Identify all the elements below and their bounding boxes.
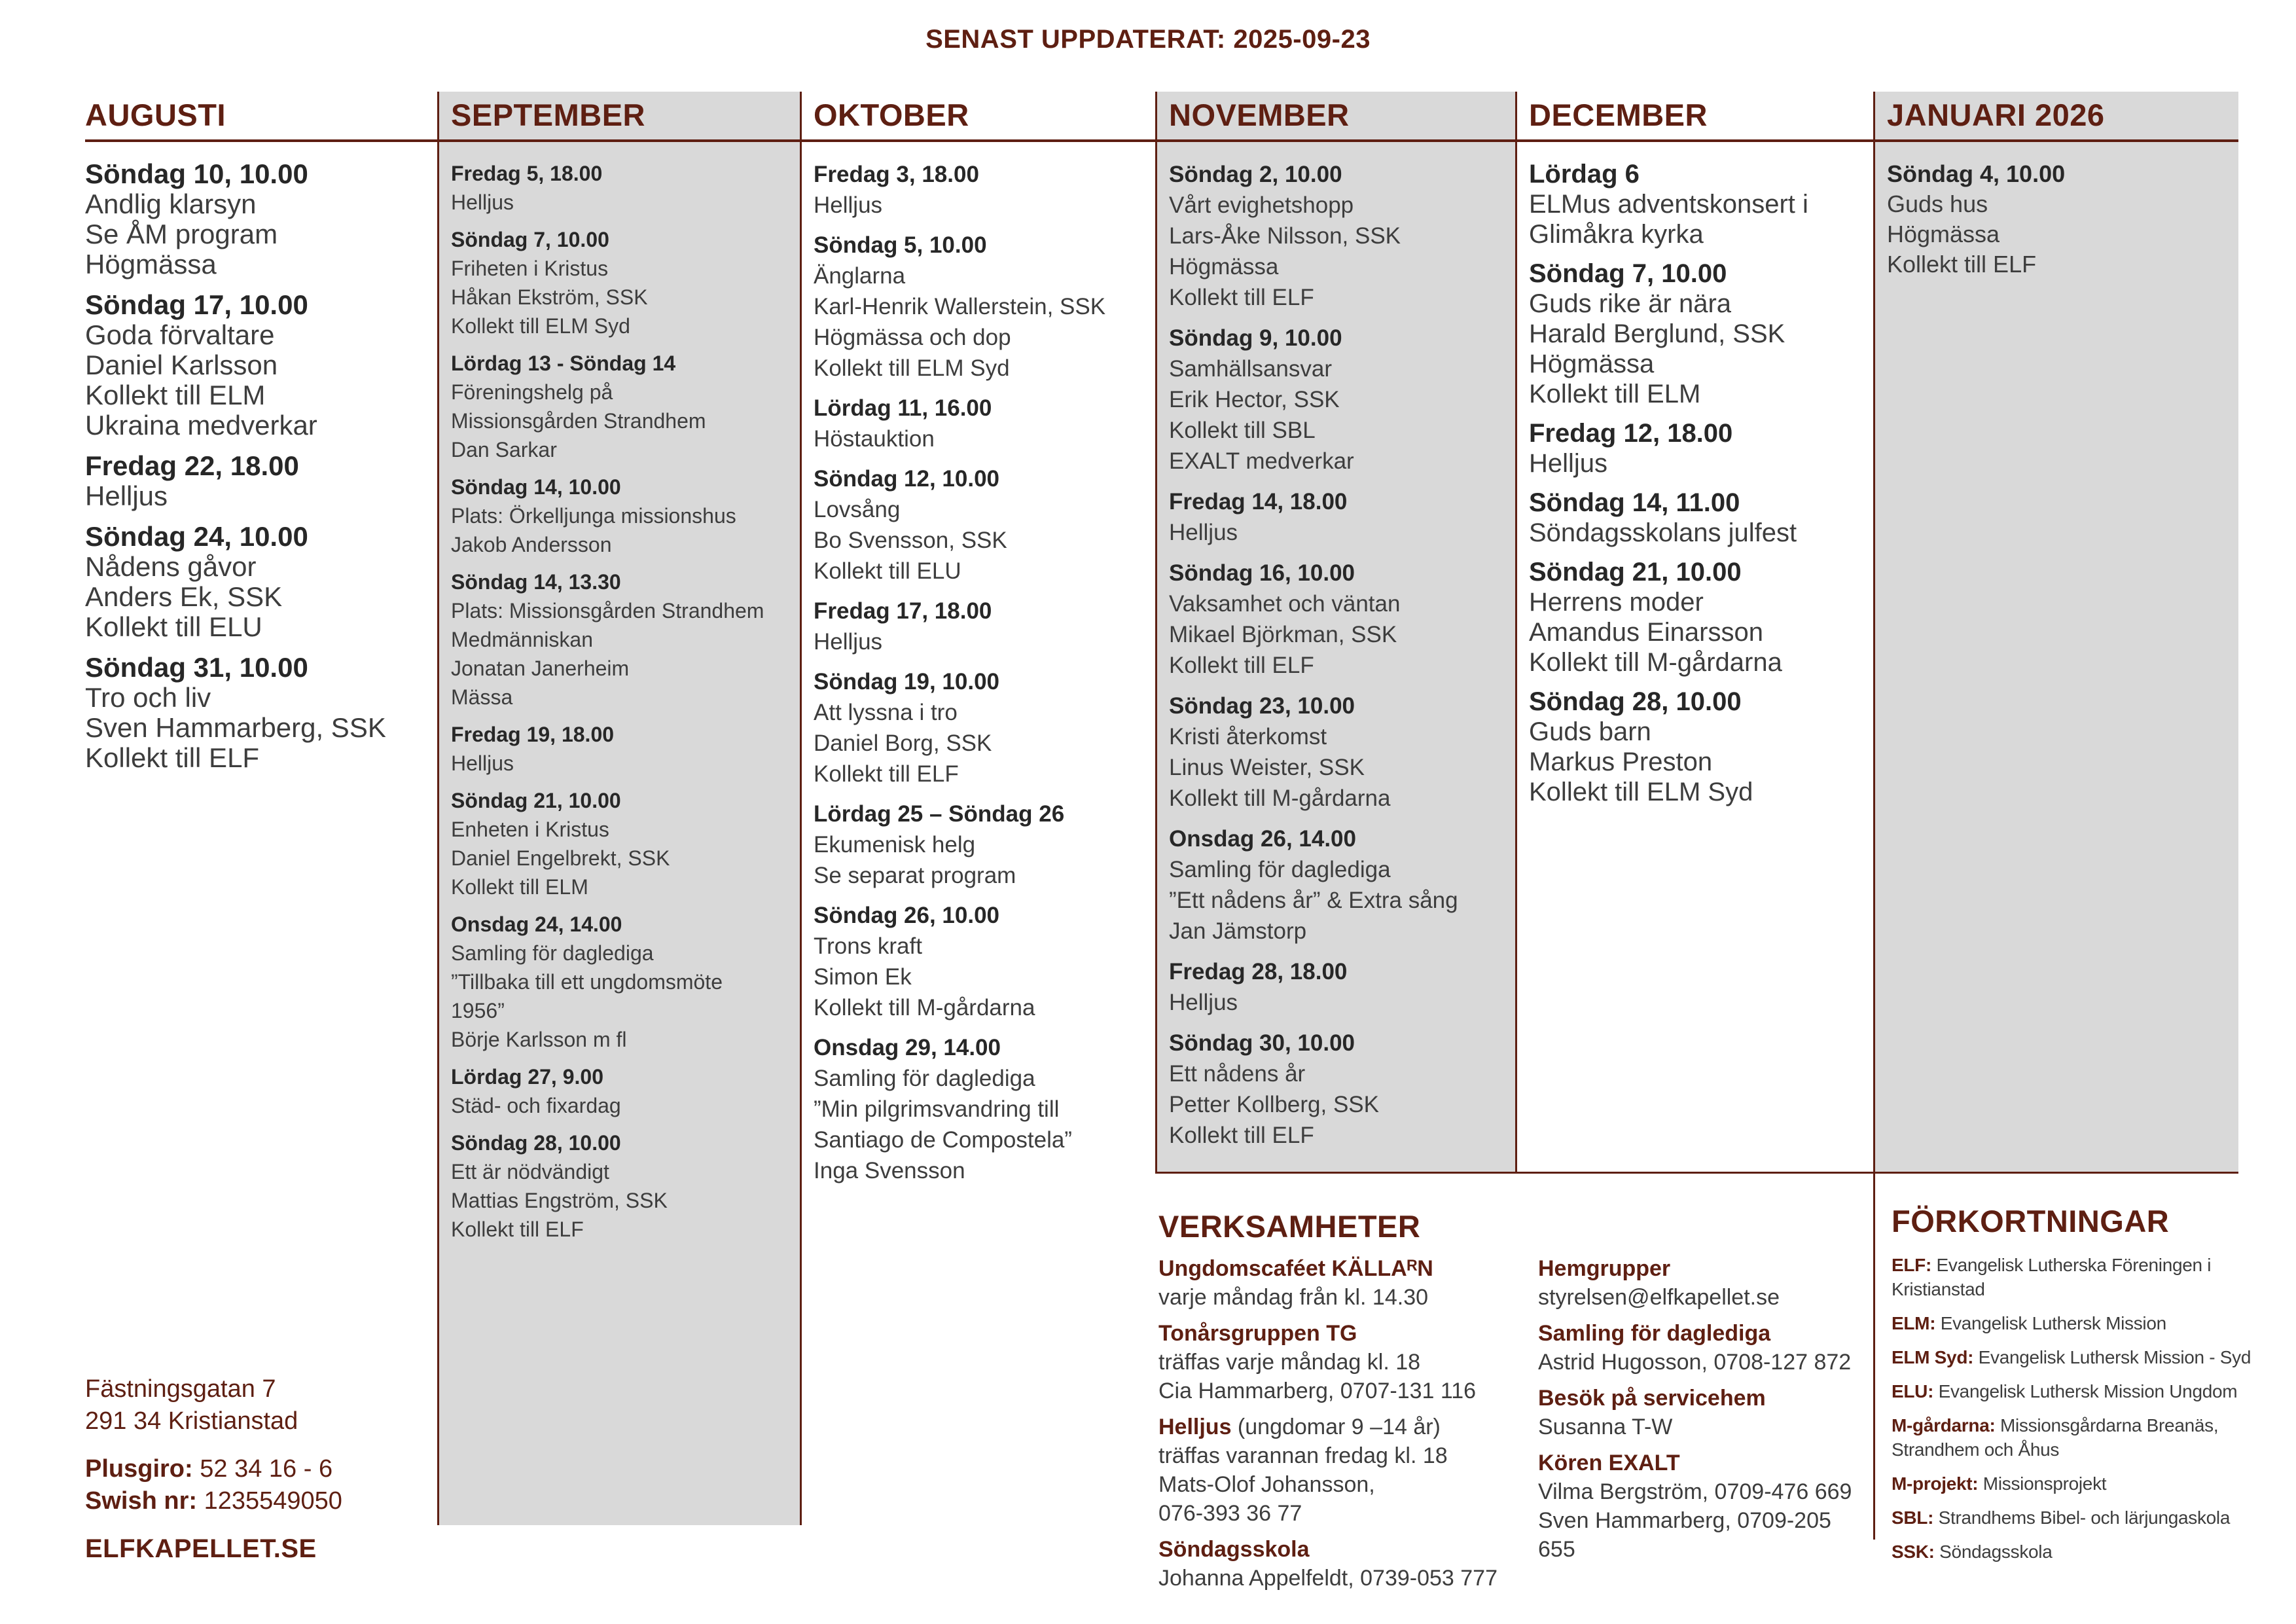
month-title: JANUARI 2026 bbox=[1875, 92, 2238, 142]
event-line: Nådens gåvor bbox=[85, 551, 257, 582]
swish-value: 1235549050 bbox=[204, 1487, 342, 1515]
event-title: Söndag 12, 10.00 bbox=[814, 466, 1000, 492]
event-line: Bo Svensson, SSK bbox=[814, 528, 1007, 553]
event-line: Inga Svensson bbox=[814, 1158, 965, 1183]
abbreviation-line: ELM Syd: Evangelisk Luthersk Mission - Syd bbox=[1892, 1347, 2251, 1367]
abbreviation-item bbox=[1892, 1471, 2241, 1496]
activity-name: Tonårsgruppen TG bbox=[1158, 1321, 1357, 1346]
month-events bbox=[1875, 142, 2238, 280]
activity-heading-suffix: (ungdomar 9 –14 år) bbox=[1231, 1415, 1441, 1439]
event-title: Lördag 25 – Söndag 26 bbox=[814, 801, 1065, 827]
event bbox=[1529, 418, 1867, 478]
event-line: Kollekt till ELM Syd bbox=[1529, 778, 1753, 806]
event-line: Vaksamhet och väntan bbox=[1169, 591, 1401, 617]
event-line: Jonatan Janerheim bbox=[451, 657, 630, 680]
event bbox=[451, 568, 793, 712]
abbreviation-item bbox=[1892, 1379, 2241, 1403]
abbreviation-line: Kristianstad bbox=[1892, 1279, 1985, 1299]
activity-group bbox=[1538, 1254, 1865, 1312]
activity-line: Cia Hammarberg, 0707-131 116 bbox=[1158, 1379, 1477, 1403]
abbreviation-item bbox=[1892, 1253, 2241, 1301]
event-line: Petter Kollberg, SSK bbox=[1169, 1092, 1379, 1117]
event-line: Trons kraft bbox=[814, 933, 922, 959]
abbreviation-item bbox=[1892, 1506, 2241, 1530]
event-line: Kollekt till ELM Syd bbox=[451, 314, 630, 338]
event-line: Linus Weister, SSK bbox=[1169, 755, 1365, 780]
event-title: Söndag 7, 10.00 bbox=[451, 228, 609, 251]
event-line: Kollekt till SBL bbox=[1169, 418, 1316, 443]
abbreviation-item bbox=[1892, 1413, 2241, 1462]
event-line: Kollekt till ELF bbox=[1169, 1123, 1314, 1148]
activity-name: Ungdomscaféet KÄLLAᴿN bbox=[1158, 1256, 1433, 1281]
column-divider bbox=[1155, 92, 1157, 1174]
abbreviation-item bbox=[1892, 1345, 2251, 1369]
event bbox=[85, 653, 431, 773]
contact-block bbox=[85, 1373, 342, 1565]
column-divider bbox=[1873, 92, 1875, 1540]
activity-line: Johanna Appelfeldt, 0739-053 777 bbox=[1158, 1566, 1498, 1591]
event-line: Guds barn bbox=[1529, 717, 1651, 746]
event-line: ELMus adventskonsert i bbox=[1529, 190, 1808, 219]
abbreviation-term: ELM Syd: bbox=[1892, 1347, 1974, 1367]
activity-group bbox=[1538, 1384, 1865, 1441]
abbreviation-term: SSK: bbox=[1892, 1542, 1935, 1562]
event bbox=[1169, 1028, 1509, 1151]
event-line: Kollekt till M-gårdarna bbox=[1169, 785, 1391, 811]
event-line: Lars-Åke Nilsson, SSK bbox=[1169, 223, 1401, 249]
activity-heading bbox=[1158, 1319, 1535, 1348]
event bbox=[1169, 159, 1509, 313]
abbreviation-item bbox=[1892, 1540, 2241, 1564]
event-line: Mässa bbox=[451, 685, 513, 709]
swish-line bbox=[85, 1485, 342, 1517]
last-updated-heading: SENAST UPPDATERAT: 2025-09-23 bbox=[925, 25, 1371, 54]
swish-label: Swish nr: bbox=[85, 1487, 198, 1515]
event-line: Att lyssna i tro bbox=[814, 700, 958, 725]
forkortningar-title: FÖRKORTNINGAR bbox=[1892, 1204, 2170, 1238]
abbreviation-line: SSK: Söndagsskola bbox=[1892, 1542, 2053, 1562]
event-line: Simon Ek bbox=[814, 964, 912, 990]
abbreviation-term: ELM: bbox=[1892, 1313, 1936, 1333]
event-line: Städ- och fixardag bbox=[451, 1094, 621, 1117]
event bbox=[1169, 823, 1509, 947]
section-divider bbox=[1155, 1172, 2238, 1174]
event-line: Helljus bbox=[451, 751, 514, 775]
event-line: Jan Jämstorp bbox=[1169, 918, 1307, 944]
event-line: Söndagsskolans julfest bbox=[1529, 518, 1797, 547]
event-line: Dan Sarkar bbox=[451, 438, 557, 461]
event-line: Änglarna bbox=[814, 263, 906, 289]
column-divider bbox=[800, 92, 802, 1525]
activity-group bbox=[1538, 1449, 1865, 1564]
activity-line: träffas varje måndag kl. 18 bbox=[1158, 1350, 1421, 1375]
event-title: Söndag 10, 10.00 bbox=[85, 158, 308, 189]
event bbox=[85, 290, 431, 441]
event bbox=[85, 451, 431, 511]
event-line: Kristi återkomst bbox=[1169, 724, 1327, 749]
event-title: Söndag 21, 10.00 bbox=[451, 789, 621, 812]
event bbox=[1169, 486, 1509, 548]
abbreviation-item bbox=[1892, 1311, 2241, 1335]
event-line: Daniel Karlsson bbox=[85, 350, 278, 380]
event-line: Kollekt till ELU bbox=[814, 558, 961, 584]
event-line: Se ÅM program bbox=[85, 219, 278, 249]
abbreviation-list bbox=[1892, 1253, 2251, 1574]
activity-heading bbox=[1538, 1449, 1865, 1477]
event-line: Amandus Einarsson bbox=[1529, 618, 1763, 647]
event-title: Lördag 11, 16.00 bbox=[814, 395, 992, 421]
activity-line: styrelsen@elfkapellet.se bbox=[1538, 1285, 1780, 1310]
event bbox=[85, 522, 431, 642]
event bbox=[814, 799, 1149, 891]
event bbox=[814, 596, 1149, 657]
event-line: Plats: Örkelljunga missionshus bbox=[451, 504, 736, 528]
event-line: Helljus bbox=[1169, 990, 1238, 1015]
month-title: SEPTEMBER bbox=[439, 92, 800, 142]
activity-line: träffas varannan fredag kl. 18 bbox=[1158, 1443, 1448, 1468]
activity-name: Söndagsskola bbox=[1158, 1537, 1310, 1562]
event-line: Högmässa och dop bbox=[814, 325, 1011, 350]
event-line: Ukraina medverkar bbox=[85, 410, 317, 441]
plusgiro-value: 52 34 16 - 6 bbox=[200, 1455, 333, 1483]
event bbox=[814, 463, 1149, 586]
activity-heading bbox=[1538, 1319, 1865, 1348]
event-line: Friheten i Kristus bbox=[451, 257, 609, 280]
event-title: Söndag 30, 10.00 bbox=[1169, 1030, 1355, 1056]
event-line: Samhällsansvar bbox=[1169, 356, 1332, 382]
event bbox=[451, 473, 793, 559]
event-line: ”Ett nådens år” & Extra sång bbox=[1169, 888, 1458, 913]
event-title: Söndag 17, 10.00 bbox=[85, 289, 308, 320]
event-title: Lördag 27, 9.00 bbox=[451, 1065, 603, 1089]
event-line: Se separat program bbox=[814, 863, 1016, 888]
event-line: Högmässa bbox=[1169, 254, 1279, 280]
event-line: Kollekt till ELU bbox=[85, 611, 262, 642]
event-line: Kollekt till ELM bbox=[85, 380, 266, 410]
event-line: Kollekt till ELM bbox=[451, 875, 588, 899]
month-title: DECEMBER bbox=[1517, 92, 1873, 142]
spacer bbox=[85, 1437, 342, 1453]
event-line: Högmässa bbox=[85, 249, 217, 280]
event-line: Kollekt till ELF bbox=[814, 761, 959, 787]
event-line: Ett nådens år bbox=[1169, 1061, 1306, 1087]
event-line: Tro och liv bbox=[85, 682, 211, 713]
event-line: Samling för daglediga bbox=[814, 1066, 1035, 1091]
event bbox=[451, 1128, 793, 1244]
event bbox=[1169, 558, 1509, 681]
event-line: Helljus bbox=[814, 192, 883, 218]
event-line: Kollekt till ELF bbox=[85, 742, 260, 773]
verksamheter-right-column bbox=[1538, 1254, 1865, 1571]
event-title: Söndag 9, 10.00 bbox=[1169, 325, 1342, 351]
activity-group bbox=[1538, 1319, 1865, 1377]
abbreviation-line: ELU: Evangelisk Luthersk Mission Ungdom bbox=[1892, 1381, 2238, 1401]
event-line: Medmänniskan bbox=[451, 628, 593, 651]
month-events bbox=[85, 142, 437, 773]
event-line: Samling för daglediga bbox=[1169, 857, 1391, 882]
activity-heading bbox=[1158, 1413, 1535, 1441]
event-title: Söndag 5, 10.00 bbox=[814, 232, 987, 258]
abbreviation-term: M-projekt: bbox=[1892, 1473, 1979, 1494]
abbreviation-line: Strandhem och Åhus bbox=[1892, 1439, 2060, 1460]
abbreviation-term: ELU: bbox=[1892, 1381, 1934, 1401]
event bbox=[1169, 323, 1509, 477]
event-line: Guds rike är nära bbox=[1529, 289, 1732, 318]
month-title: OKTOBER bbox=[802, 92, 1155, 142]
event bbox=[451, 910, 793, 1054]
event-line: ”Tillbaka till ett ungdomsmöte bbox=[451, 970, 723, 994]
month-column bbox=[1517, 92, 1873, 816]
event-line: Håkan Ekström, SSK bbox=[451, 285, 648, 309]
event bbox=[451, 159, 793, 217]
event-line: Santiago de Compostela” bbox=[814, 1127, 1072, 1153]
activity-group bbox=[1158, 1535, 1535, 1593]
event bbox=[451, 1062, 793, 1120]
event-line: Daniel Engelbrekt, SSK bbox=[451, 846, 670, 870]
event bbox=[451, 349, 793, 464]
month-events bbox=[439, 142, 800, 1244]
abbreviation-line: ELM: Evangelisk Luthersk Mission bbox=[1892, 1313, 2166, 1333]
event-title: Fredag 19, 18.00 bbox=[451, 723, 615, 746]
event-line: Missionsgården Strandhem bbox=[451, 409, 706, 433]
event-line: Högmässa bbox=[1529, 350, 1655, 378]
activity-name: Besök på servicehem bbox=[1538, 1386, 1766, 1411]
event-line: Helljus bbox=[1529, 449, 1608, 478]
activity-group bbox=[1158, 1254, 1535, 1312]
event-title: Fredag 3, 18.00 bbox=[814, 162, 979, 187]
activity-line: 076-393 36 77 bbox=[1158, 1501, 1302, 1526]
event-line: Helljus bbox=[451, 190, 514, 214]
activity-heading bbox=[1158, 1535, 1535, 1564]
event bbox=[451, 225, 793, 340]
event-line: Glimåkra kyrka bbox=[1529, 220, 1704, 249]
event-line: Höstauktion bbox=[814, 426, 935, 452]
event-line: Daniel Borg, SSK bbox=[814, 731, 992, 756]
month-column bbox=[85, 92, 437, 784]
month-column bbox=[1875, 92, 2238, 1172]
event-line: Helljus bbox=[1169, 520, 1238, 545]
event-line: Karl-Henrik Wallerstein, SSK bbox=[814, 294, 1106, 319]
event bbox=[814, 1032, 1149, 1186]
activity-group bbox=[1158, 1413, 1535, 1528]
event-line: Vårt evighetshopp bbox=[1169, 192, 1354, 218]
event bbox=[814, 666, 1149, 789]
activity-name: Samling för daglediga bbox=[1538, 1321, 1771, 1346]
event-line: Kollekt till ELF bbox=[1887, 251, 2037, 278]
event-line: Ett är nödvändigt bbox=[451, 1160, 609, 1183]
event bbox=[1169, 691, 1509, 814]
event-line: Mikael Björkman, SSK bbox=[1169, 622, 1397, 647]
activity-heading bbox=[1538, 1384, 1865, 1413]
event-title: Fredag 22, 18.00 bbox=[85, 450, 299, 481]
activity-heading bbox=[1158, 1254, 1535, 1283]
event-title: Söndag 21, 10.00 bbox=[1529, 558, 1742, 586]
event-title: Onsdag 26, 14.00 bbox=[1169, 826, 1356, 852]
verksamheter-left-column bbox=[1158, 1254, 1535, 1600]
abbreviation-line: ELF: Evangelisk Lutherska Föreningen i bbox=[1892, 1255, 2212, 1275]
event-line: Herrens moder bbox=[1529, 588, 1704, 617]
activity-line: Susanna T-W bbox=[1538, 1415, 1673, 1439]
event bbox=[1529, 159, 1867, 249]
event-line: ”Min pilgrimsvandring till bbox=[814, 1096, 1060, 1122]
event-line: Guds hus bbox=[1887, 190, 1988, 217]
event-line: Högmässa bbox=[1887, 221, 2000, 247]
event-line: Kollekt till M-gårdarna bbox=[1529, 648, 1782, 677]
event bbox=[451, 786, 793, 901]
activity-group bbox=[1158, 1319, 1535, 1405]
abbreviation-term: M-gårdarna: bbox=[1892, 1415, 1996, 1435]
month-events bbox=[1157, 142, 1515, 1151]
abbreviation-line: M-gårdarna: Missionsgårdarna Breanäs, bbox=[1892, 1415, 2219, 1435]
event-title: Söndag 26, 10.00 bbox=[814, 903, 1000, 928]
abbreviation-line: SBL: Strandhems Bibel- och lärjungaskola bbox=[1892, 1507, 2231, 1528]
column-divider bbox=[437, 92, 439, 1525]
activity-line: Astrid Hugosson, 0708-127 872 bbox=[1538, 1350, 1852, 1375]
event-line: Kollekt till ELM Syd bbox=[814, 355, 1010, 381]
plusgiro-label: Plusgiro: bbox=[85, 1455, 193, 1483]
event-title: Lördag 6 bbox=[1529, 160, 1640, 189]
event-line: Goda förvaltare bbox=[85, 319, 275, 350]
month-column bbox=[802, 92, 1155, 1195]
event-title: Söndag 7, 10.00 bbox=[1529, 259, 1727, 288]
event-title: Onsdag 24, 14.00 bbox=[451, 912, 622, 936]
website-label: ELFKAPELLET.SE bbox=[85, 1534, 317, 1563]
abbreviation-term: SBL: bbox=[1892, 1507, 1934, 1528]
verksamheter-title: VERKSAMHETER bbox=[1158, 1209, 1421, 1244]
column-divider bbox=[1515, 92, 1517, 1174]
event-title: Söndag 14, 11.00 bbox=[1529, 488, 1740, 517]
event-title: Söndag 31, 10.00 bbox=[85, 652, 308, 683]
month-title: NOVEMBER bbox=[1157, 92, 1515, 142]
event bbox=[1529, 557, 1867, 677]
event-line: Anders Ek, SSK bbox=[85, 581, 283, 612]
event-line: Lovsång bbox=[814, 497, 901, 522]
event-line: Kollekt till ELF bbox=[1169, 285, 1314, 310]
month-events bbox=[802, 142, 1155, 1186]
event bbox=[1887, 159, 2232, 280]
event bbox=[814, 159, 1149, 221]
event-line: 1956” bbox=[451, 999, 505, 1022]
activity-line: Mats-Olof Johansson, bbox=[1158, 1472, 1375, 1497]
event-line: Kollekt till ELF bbox=[1169, 653, 1314, 678]
event bbox=[1169, 956, 1509, 1018]
event bbox=[814, 900, 1149, 1023]
event-line: Plats: Missionsgården Strandhem bbox=[451, 599, 764, 623]
event-line: Kollekt till ELF bbox=[451, 1218, 584, 1241]
event-line: Ekumenisk helg bbox=[814, 832, 976, 857]
month-column bbox=[439, 92, 800, 1525]
event-line: Kollekt till M-gårdarna bbox=[814, 995, 1035, 1020]
month-events bbox=[1517, 142, 1873, 807]
activity-name: Hemgrupper bbox=[1538, 1256, 1671, 1281]
event-line: Börje Karlsson m fl bbox=[451, 1028, 627, 1051]
event-line: Enheten i Kristus bbox=[451, 818, 609, 841]
event-line: EXALT medverkar bbox=[1169, 448, 1354, 474]
event-title: Fredag 14, 18.00 bbox=[1169, 489, 1348, 514]
event-line: Andlig klarsyn bbox=[85, 189, 257, 219]
event-title: Söndag 28, 10.00 bbox=[451, 1131, 621, 1155]
activity-name: Helljus bbox=[1158, 1415, 1232, 1439]
event-title: Söndag 19, 10.00 bbox=[814, 669, 1000, 695]
event-title: Söndag 4, 10.00 bbox=[1887, 160, 2066, 187]
event bbox=[814, 230, 1149, 384]
event-title: Söndag 23, 10.00 bbox=[1169, 693, 1355, 719]
month-column bbox=[1157, 92, 1515, 1172]
event bbox=[451, 720, 793, 778]
event-title: Söndag 24, 10.00 bbox=[85, 521, 308, 552]
activity-name: Kören EXALT bbox=[1538, 1451, 1680, 1475]
month-title: AUGUSTI bbox=[85, 92, 437, 142]
event-title: Söndag 14, 13.30 bbox=[451, 570, 621, 594]
event-title: Fredag 5, 18.00 bbox=[451, 162, 603, 185]
event bbox=[814, 393, 1149, 454]
event-title: Söndag 28, 10.00 bbox=[1529, 687, 1742, 716]
event-title: Fredag 12, 18.00 bbox=[1529, 419, 1733, 448]
event-line: Helljus bbox=[814, 629, 883, 655]
address-line: 291 34 Kristianstad bbox=[85, 1407, 298, 1435]
event-line: Markus Preston bbox=[1529, 748, 1713, 776]
event-line: Kollekt till ELM bbox=[1529, 380, 1701, 408]
event-line: Samling för daglediga bbox=[451, 941, 654, 965]
event-line: Föreningshelg på bbox=[451, 380, 613, 404]
event-line: Sven Hammarberg, SSK bbox=[85, 712, 386, 743]
abbreviation-term: ELF: bbox=[1892, 1255, 1932, 1275]
event bbox=[1529, 488, 1867, 548]
event-title: Fredag 17, 18.00 bbox=[814, 598, 992, 624]
event bbox=[1529, 259, 1867, 409]
activity-line: varje måndag från kl. 14.30 bbox=[1158, 1285, 1429, 1310]
event-title: Söndag 14, 10.00 bbox=[451, 475, 621, 499]
event-title: Söndag 2, 10.00 bbox=[1169, 162, 1342, 187]
event-title: Söndag 16, 10.00 bbox=[1169, 560, 1355, 586]
event-line: Erik Hector, SSK bbox=[1169, 387, 1340, 412]
event-line: Helljus bbox=[85, 480, 168, 511]
activity-line: Sven Hammarberg, 0709-205 655 bbox=[1538, 1508, 1831, 1562]
event-line: Mattias Engström, SSK bbox=[451, 1189, 668, 1212]
abbreviation-line: M-projekt: Missionsprojekt bbox=[1892, 1473, 2107, 1494]
activity-heading bbox=[1538, 1254, 1865, 1283]
plusgiro-line bbox=[85, 1453, 342, 1485]
event-line: Jakob Andersson bbox=[451, 533, 612, 556]
event-line: Harald Berglund, SSK bbox=[1529, 319, 1785, 348]
event-title: Onsdag 29, 14.00 bbox=[814, 1035, 1001, 1060]
event bbox=[85, 159, 431, 280]
event-title: Fredag 28, 18.00 bbox=[1169, 959, 1348, 984]
activity-line: Vilma Bergström, 0709-476 669 bbox=[1538, 1479, 1852, 1504]
address-line: Fästningsgatan 7 bbox=[85, 1375, 276, 1403]
spacer bbox=[85, 1517, 342, 1533]
event-title: Lördag 13 - Söndag 14 bbox=[451, 352, 676, 375]
event bbox=[1529, 687, 1867, 807]
